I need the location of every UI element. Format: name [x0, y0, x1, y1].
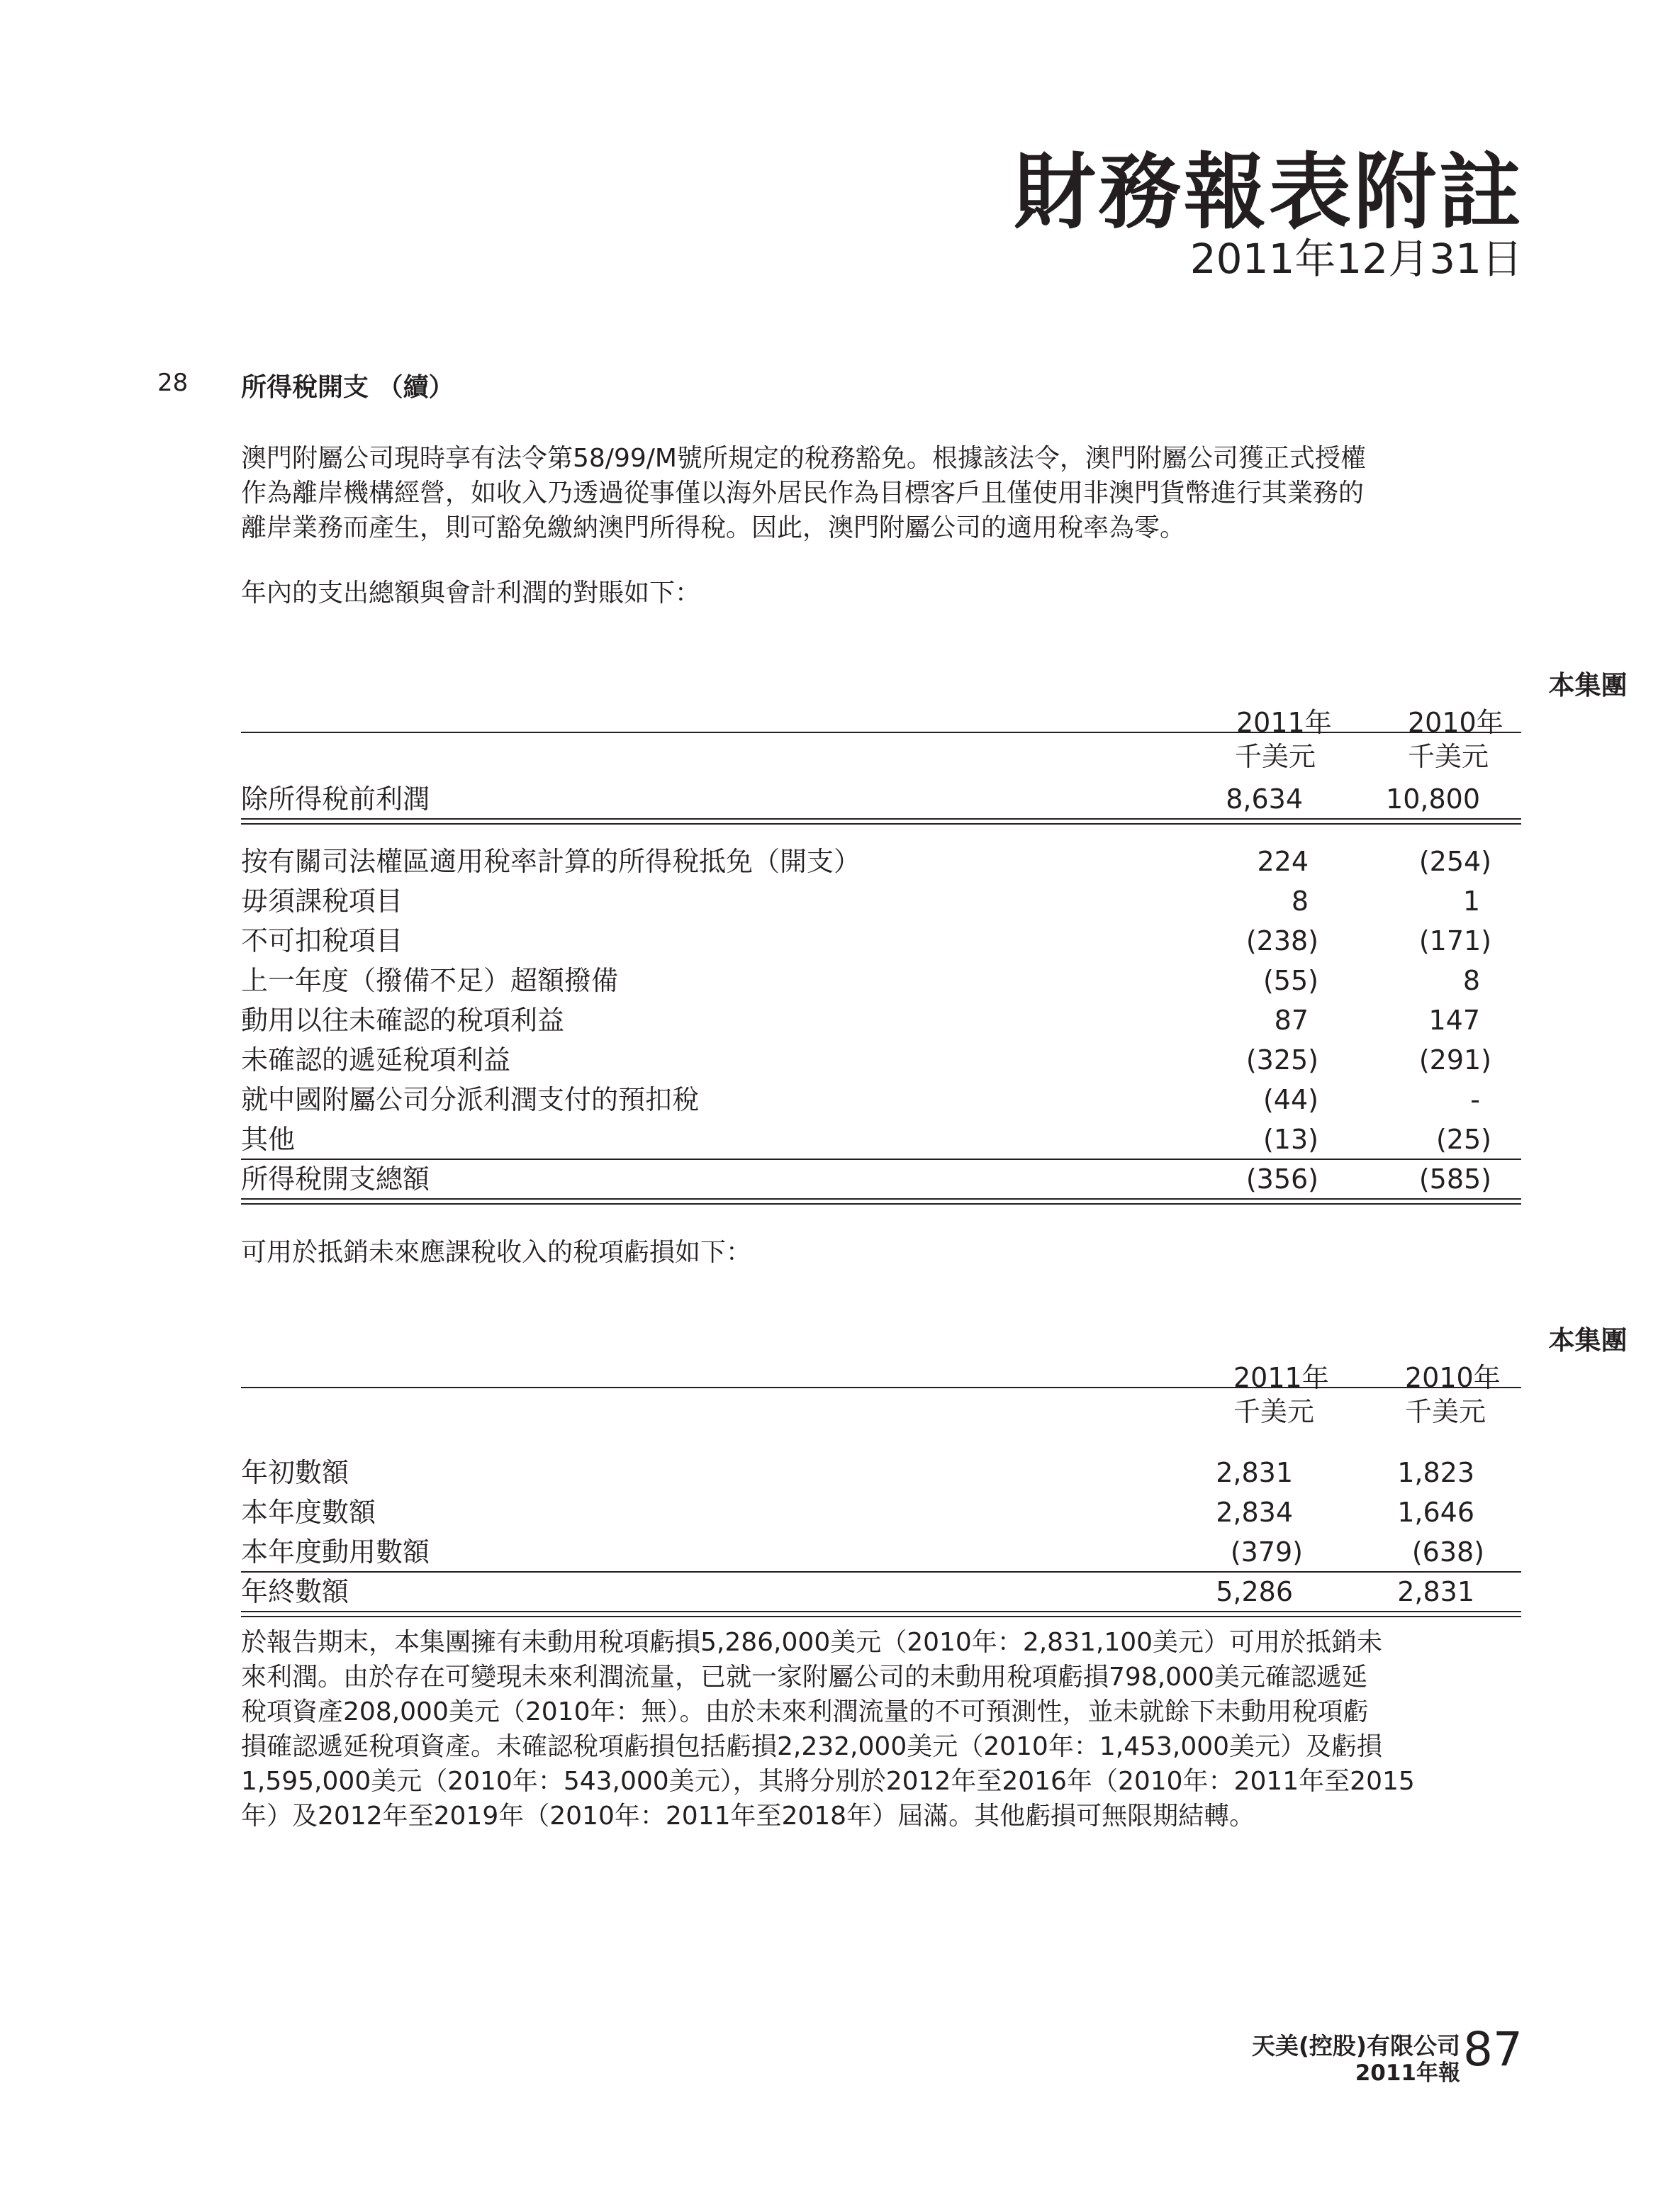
header-rule — [241, 1387, 1521, 1388]
value-2010: 8 — [1462, 965, 1480, 996]
value-2011: (325) — [1245, 1044, 1318, 1076]
table-row — [241, 1533, 1521, 1572]
value-2010: (254) — [1418, 846, 1491, 877]
value-2010: 1,823 — [1397, 1457, 1474, 1488]
year-2011-header: 2011年 — [1233, 1362, 1329, 1393]
row-label: 就中國附屬公司分派利潤支付的預扣稅 — [241, 1084, 700, 1115]
value-2010: (638) — [1411, 1536, 1484, 1568]
row-label: 年初數額 — [241, 1457, 349, 1488]
tax-reconciliation-table — [241, 654, 1628, 1221]
losses-intro: 可用於抵銷未來應課稅收入的稅項虧損如下： — [241, 1238, 752, 1267]
row-label: 按有關司法權區適用稅率計算的所得稅抵免（開支） — [241, 846, 861, 877]
row-label: 年終數額 — [241, 1576, 349, 1607]
value-2011: 8,634 — [1226, 783, 1303, 815]
unit-2011-header: 千美元 — [1235, 741, 1316, 772]
table-row — [241, 961, 1521, 1000]
table-row — [241, 1120, 1521, 1159]
header-rule — [241, 732, 1521, 733]
value-2011: (55) — [1262, 965, 1318, 996]
table-row — [241, 1041, 1521, 1080]
year-2010-header: 2010年 — [1405, 1362, 1501, 1393]
value-2011: (44) — [1262, 1084, 1318, 1115]
row-label: 本年度動用數額 — [241, 1536, 430, 1568]
row-label: 本年度數額 — [241, 1497, 376, 1528]
value-2010: (291) — [1418, 1044, 1491, 1076]
row-label: 未確認的遞延稅項利益 — [241, 1044, 511, 1076]
value-2011: 5,286 — [1216, 1576, 1293, 1607]
value-2011: 8 — [1291, 886, 1309, 917]
total-row — [241, 1160, 1521, 1199]
group-header: 本集團 — [1548, 1325, 1628, 1356]
row-label: 上一年度（撥備不足）超額撥備 — [241, 965, 619, 996]
row-label: 所得稅開支總額 — [241, 1163, 430, 1195]
value-2010: - — [1470, 1084, 1480, 1115]
table-row — [241, 1081, 1521, 1120]
row-label: 其他 — [241, 1124, 296, 1155]
tax-losses-table — [241, 1309, 1628, 1607]
value-2010: (25) — [1435, 1124, 1491, 1155]
year-2010-header: 2010年 — [1408, 707, 1503, 738]
double-rule — [241, 1611, 1521, 1617]
double-rule — [241, 818, 1521, 825]
unit-2010-header: 千美元 — [1405, 1396, 1486, 1427]
value-2010: 1 — [1462, 886, 1480, 917]
table-row — [241, 922, 1521, 961]
page-title: 財務報表附註 — [1014, 145, 1524, 240]
value-2010: 147 — [1428, 1005, 1480, 1036]
unit-2011-header: 千美元 — [1233, 1396, 1315, 1427]
value-2011: 87 — [1274, 1005, 1309, 1036]
row-label: 動用以往未確認的稅項利益 — [241, 1005, 565, 1036]
value-2011: (379) — [1230, 1536, 1303, 1568]
value-2011: 224 — [1257, 846, 1309, 877]
footer-company: 天美(控股)有限公司 — [1251, 2032, 1460, 2060]
value-2010: 2,831 — [1397, 1576, 1474, 1607]
year-2011-header: 2011年 — [1236, 707, 1332, 738]
closing-paragraph: 於報告期末，本集團擁有未動用稅項虧損5,286,000美元（2010年：2,831,100美元）可用於抵銷未 來利潤。由於存在可變現未來利潤流量，已就一家附屬公司的未動用稅項虧損798,000美元確認遞延 稅項資產208,000美元（2010年：無）。由於未來利潤流量的不可預測性，並未就餘下未動用稅項虧 損確認遞延稅項資產。未確認稅項虧損包括虧損2,232,000美元（2010年：1,453,000美元）及虧損 1,595,000美元（2010年：543,000美元），其將分別於2012年至2016年（2010年：2011年至2015 年）及2012年至2019年（2010年：2011年至2018年）屆滿。其他虧損可無限期結轉。 — [241, 1628, 1415, 1831]
value-2011: (238) — [1245, 925, 1318, 956]
value-2010: (171) — [1418, 925, 1491, 956]
table-row — [241, 1493, 1521, 1532]
row-label: 不可扣稅項目 — [241, 925, 403, 956]
table-row — [241, 1001, 1521, 1040]
value-2010: 1,646 — [1397, 1497, 1474, 1528]
double-rule — [241, 1198, 1521, 1205]
value-2010: 10,800 — [1386, 783, 1480, 815]
value-2011: (356) — [1245, 1163, 1318, 1195]
footer-report: 2011年報 — [1355, 2060, 1460, 2086]
reconciliation-intro: 年內的支出總額與會計利潤的對賬如下： — [241, 579, 701, 608]
page-number: 87 — [1463, 2022, 1523, 2077]
value-2011: (13) — [1262, 1124, 1318, 1155]
total-row — [241, 1573, 1521, 1612]
macau-tax-paragraph: 澳門附屬公司現時享有法令第58/99/M號所規定的稅務豁免。根據該法令，澳門附屬公司獲正式授權 作為離岸機構經營，如收入乃透過從事僅以海外居民作為目標客戶且僅使用非澳門貨幣進行其業務的 離岸業務而產生，則可豁免繳納澳門所得稅。因此，澳門附屬公司的適用稅率為零。 — [241, 444, 1366, 542]
group-header: 本集團 — [1548, 670, 1628, 701]
section-title: 所得稅開支 （續） — [241, 373, 454, 402]
value-2010: (585) — [1418, 1163, 1491, 1195]
row-label: 除所得稅前利潤 — [241, 783, 430, 815]
table-row — [241, 882, 1521, 921]
table-row — [241, 1453, 1521, 1492]
value-2011: 2,831 — [1216, 1457, 1293, 1488]
report-date: 2011年12月31日 — [1189, 235, 1523, 283]
unit-2010-header: 千美元 — [1408, 741, 1489, 772]
table-row — [241, 780, 1521, 819]
section-number: 28 — [157, 369, 189, 397]
value-2011: 2,834 — [1216, 1497, 1293, 1528]
table-row — [241, 842, 1521, 881]
row-label: 毋須課稅項目 — [241, 886, 403, 917]
